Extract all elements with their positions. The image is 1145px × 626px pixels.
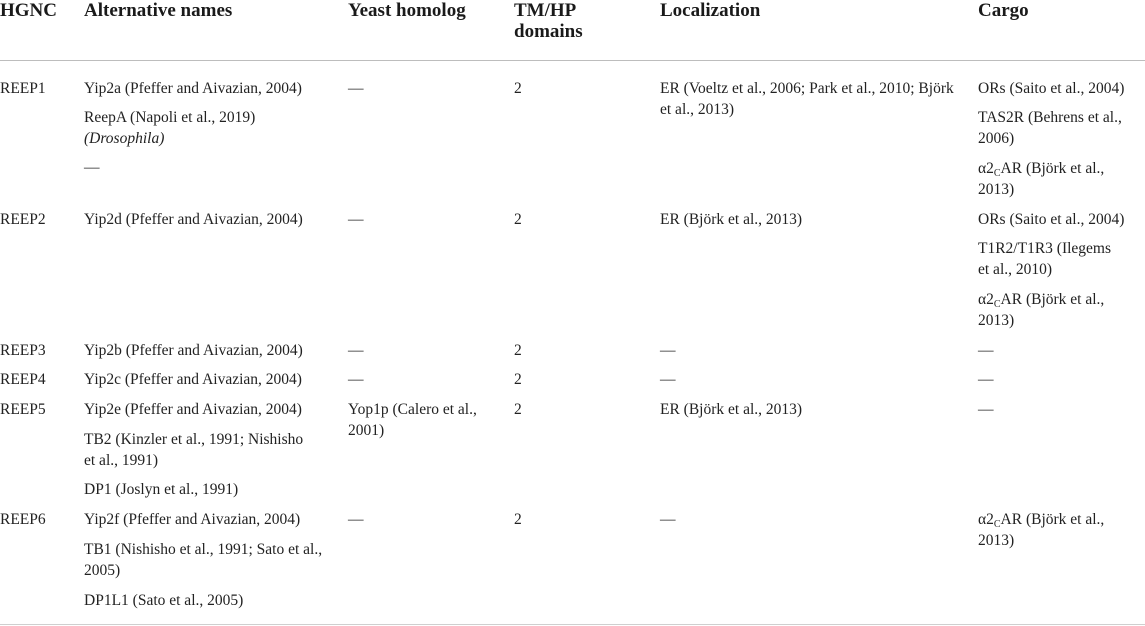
cargo-reep1-3b: 2013) [978,180,1015,198]
cargo-reep1-1: ORs (Saito et al., 2004) [978,80,1125,97]
tm-reep3: 2 [514,342,522,359]
alt-reep6-3: DP1L1 (Sato et al., 2005) [84,592,244,609]
loc-reep1-line1: ER (Voeltz et al., 2006; Park et al., 2010; Björk [660,80,954,97]
header-tm-hp-domains [514,0,583,42]
cargo-reep1-2a: TAS2R (Behrens et al., [978,109,1122,126]
hgnc-reep2: REEP2 [0,211,46,228]
tm-reep4: 2 [514,371,522,388]
yeast-reep2: — [348,211,364,228]
cargo-reep6-1b: 2013) [978,531,1015,549]
hgnc-reep1: REEP1 [0,80,46,97]
cargo-reep1-2b: 2006) [978,129,1015,147]
cargo-reep1-3a: $\alpha 2_CAR$ (Björk et al., [978,160,1105,179]
tm-reep6: 2 [514,511,522,528]
cargo-reep2-1: ORs (Saito et al., 2004) [978,211,1125,228]
alt-reep6-2a: TB1 (Nishisho et al., 1991; Sato et al., [84,541,323,558]
header-yeast-homolog: Yeast homolog [348,0,466,21]
table-bottom-border [0,624,1145,625]
cargo-reep2-2b: et al., 2010) [978,260,1053,278]
alt-reep4-1: Yip2c (Pfeffer and Aivazian, 2004) [84,371,302,388]
alt-reep1-1: Yip2a (Pfeffer and Aivazian, 2004) [84,80,302,97]
hgnc-reep6: REEP6 [0,511,46,528]
loc-reep4: — [660,371,676,388]
cargo-reep5: — [978,401,994,418]
cargo-reep3: — [978,342,994,359]
yeast-reep5-line1: Yop1p (Calero et al., [348,401,477,418]
cargo-reep2-3a: $\alpha 2_CAR$ (Björk et al., [978,291,1105,310]
header-divider [0,60,1145,61]
cargo-reep4: — [978,371,994,388]
yeast-reep1: — [348,80,364,97]
header-hgnc: HGNC [0,0,57,21]
loc-reep3: — [660,342,676,359]
header-tm-line1: TM/HP [514,0,577,21]
yeast-reep3: — [348,342,364,359]
alt-reep5-2a: TB2 (Kinzler et al., 1991; Nishisho [84,431,304,448]
hgnc-reep4: REEP4 [0,371,46,388]
alt-reep5-3: DP1 (Joslyn et al., 1991) [84,481,239,498]
loc-reep5: ER (Björk et al., 2013) [660,401,803,418]
alt-reep1-3: — [84,159,100,176]
alt-reep6-2b: 2005) [84,561,121,579]
hgnc-reep5: REEP5 [0,401,46,418]
alt-reep3-1: Yip2b (Pfeffer and Aivazian, 2004) [84,342,303,359]
tm-reep2: 2 [514,211,522,228]
alt-reep5-2b: et al., 1991) [84,451,159,469]
header-tm-line2: domains [514,21,583,42]
alt-reep5-1: Yip2e (Pfeffer and Aivazian, 2004) [84,401,302,418]
alt-reep1-2: ReepA (Napoli et al., 2019) [84,109,256,126]
cargo-reep2-2a: T1R2/T1R3 (Ilegems [978,240,1112,257]
loc-reep6: — [660,511,676,528]
cargo-reep2-3b: 2013) [978,311,1015,329]
alt-reep6-1: Yip2f (Pfeffer and Aivazian, 2004) [84,511,301,528]
loc-reep2: ER (Björk et al., 2013) [660,211,803,228]
header-alternative-names: Alternative names [84,0,233,21]
tm-reep1: 2 [514,80,522,97]
tm-reep5: 2 [514,401,522,418]
alt-reep1-2b: (Drosophila) [84,129,165,147]
cargo-reep6-1a: $\alpha 2_CAR$ (Björk et al., [978,511,1105,530]
yeast-reep4: — [348,371,364,388]
loc-reep1-line2: et al., 2013) [660,100,735,118]
hgnc-reep3: REEP3 [0,342,46,359]
yeast-reep6: — [348,511,364,528]
alt-reep2-1: Yip2d (Pfeffer and Aivazian, 2004) [84,211,303,228]
header-cargo: Cargo [978,0,1029,21]
yeast-reep5-line2: 2001) [348,421,385,439]
header-localization: Localization [660,0,761,21]
